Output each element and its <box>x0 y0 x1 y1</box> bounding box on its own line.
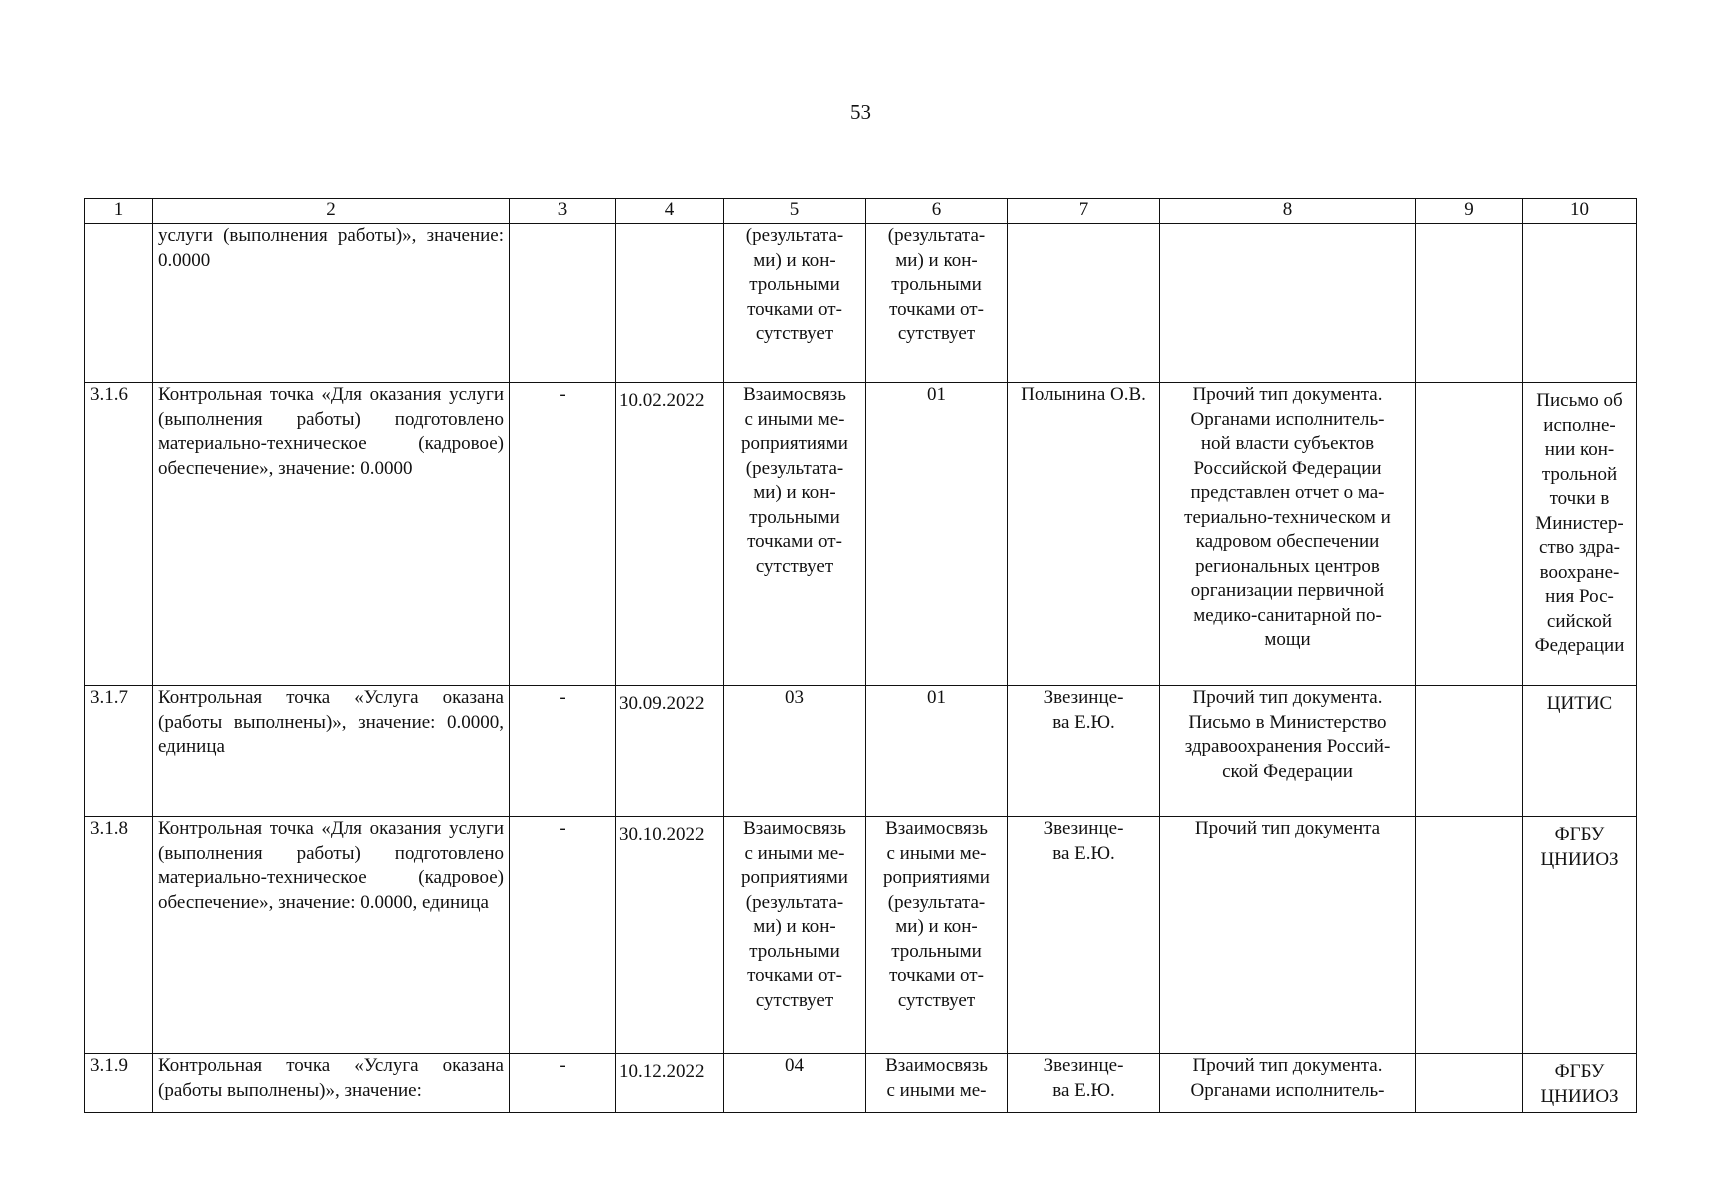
cell-col5: Взаимосвязь с иными ме- роприятиями (результата- ми) и кон- трольными точками от- сутствует <box>724 383 866 686</box>
cell-col3: - <box>510 1054 616 1113</box>
cell-col3: - <box>510 383 616 686</box>
cell-col10: ФГБУ ЦНИИОЗ <box>1523 1054 1637 1113</box>
table-row <box>85 224 1637 383</box>
cell-col6: (результата- ми) и кон- трольными точками от- сутствует <box>866 224 1008 383</box>
cell-date: 30.09.2022 <box>616 686 724 817</box>
col-header-7: 7 <box>1008 199 1160 224</box>
page-number: 53 <box>850 100 871 124</box>
col-header-2: 2 <box>153 199 510 224</box>
cell-col9 <box>1416 686 1523 817</box>
control-point-description: Контрольная точка «Услуга оказана (работы выполнены)», значение: 0.0000, единица <box>153 686 510 817</box>
cell-col6: 01 <box>866 383 1008 686</box>
cell-document-type: Прочий тип документа. Органами исполнитель- ной власти субъектов Российской Федерации представлен отчет о ма- териально-техническом и кадровом обеспечении региональных центров организации первичной медико-санитарной по- мощи <box>1160 383 1416 686</box>
row-number: 3.1.9 <box>85 1054 153 1113</box>
cell-document-type: Прочий тип документа. Письмо в Министерство здравоохранения Россий- ской Федерации <box>1160 686 1416 817</box>
cell-col5: (результата- ми) и кон- трольными точками от- сутствует <box>724 224 866 383</box>
control-points-table <box>84 198 1637 1113</box>
control-point-description: Контрольная точка «Для оказания услуги (выполнения работы) подготовлено материально-техническое (кадровое) обеспечение», значение: 0.0000, единица <box>153 817 510 1054</box>
control-point-description: Контрольная точка «Услуга оказана (работы выполнены)», значение: <box>153 1054 510 1113</box>
cell-responsible <box>1008 224 1160 383</box>
row-number: 3.1.7 <box>85 686 153 817</box>
cell-col9 <box>1416 224 1523 383</box>
cell-responsible: Звезинце- ва Е.Ю. <box>1008 817 1160 1054</box>
cell-responsible: Звезинце- ва Е.Ю. <box>1008 1054 1160 1113</box>
cell-col3: - <box>510 817 616 1054</box>
col-header-4: 4 <box>616 199 724 224</box>
cell-date: 10.02.2022 <box>616 383 724 686</box>
col-header-3: 3 <box>510 199 616 224</box>
header-row <box>85 199 1637 224</box>
cell-col10: ЦИТИС <box>1523 686 1637 817</box>
col-header-8: 8 <box>1160 199 1416 224</box>
table-row <box>85 686 1637 817</box>
cell-col10: Письмо об исполне- нии кон- трольной точки в Министер- ство здра- воохране- ния Рос- сийской Федерации <box>1523 383 1637 686</box>
cell-col9 <box>1416 817 1523 1054</box>
cell-col5: Взаимосвязь с иными ме- роприятиями (результата- ми) и кон- трольными точками от- сутствует <box>724 817 866 1054</box>
cell-document-type: Прочий тип документа <box>1160 817 1416 1054</box>
cell-col5: 03 <box>724 686 866 817</box>
cell-col10: ФГБУ ЦНИИОЗ <box>1523 817 1637 1054</box>
row-number: 3.1.8 <box>85 817 153 1054</box>
cell-col10 <box>1523 224 1637 383</box>
cell-col9 <box>1416 1054 1523 1113</box>
col-header-10: 10 <box>1523 199 1637 224</box>
cell-document-type <box>1160 224 1416 383</box>
col-header-5: 5 <box>724 199 866 224</box>
cell-date: 10.12.2022 <box>616 1054 724 1113</box>
row-number <box>85 224 153 383</box>
cell-col3: - <box>510 686 616 817</box>
table-row <box>85 817 1637 1054</box>
cell-date <box>616 224 724 383</box>
control-point-description: услуги (выполнения работы)», значение: 0.0000 <box>153 224 510 383</box>
cell-col3 <box>510 224 616 383</box>
cell-col6: 01 <box>866 686 1008 817</box>
cell-responsible: Полынина О.В. <box>1008 383 1160 686</box>
cell-responsible: Звезинце- ва Е.Ю. <box>1008 686 1160 817</box>
row-number: 3.1.6 <box>85 383 153 686</box>
cell-col6: Взаимосвязь с иными ме- <box>866 1054 1008 1113</box>
cell-document-type: Прочий тип документа. Органами исполнитель- <box>1160 1054 1416 1113</box>
cell-date: 30.10.2022 <box>616 817 724 1054</box>
col-header-6: 6 <box>866 199 1008 224</box>
table-row <box>85 1054 1637 1113</box>
col-header-1: 1 <box>85 199 153 224</box>
col-header-9: 9 <box>1416 199 1523 224</box>
cell-col6: Взаимосвязь с иными ме- роприятиями (результата- ми) и кон- трольными точками от- сутствует <box>866 817 1008 1054</box>
cell-col9 <box>1416 383 1523 686</box>
table-row <box>85 383 1637 686</box>
control-point-description: Контрольная точка «Для оказания услуги (выполнения работы) подготовлено материально-техническое (кадровое) обеспечение», значение: 0.0000 <box>153 383 510 686</box>
cell-col5: 04 <box>724 1054 866 1113</box>
